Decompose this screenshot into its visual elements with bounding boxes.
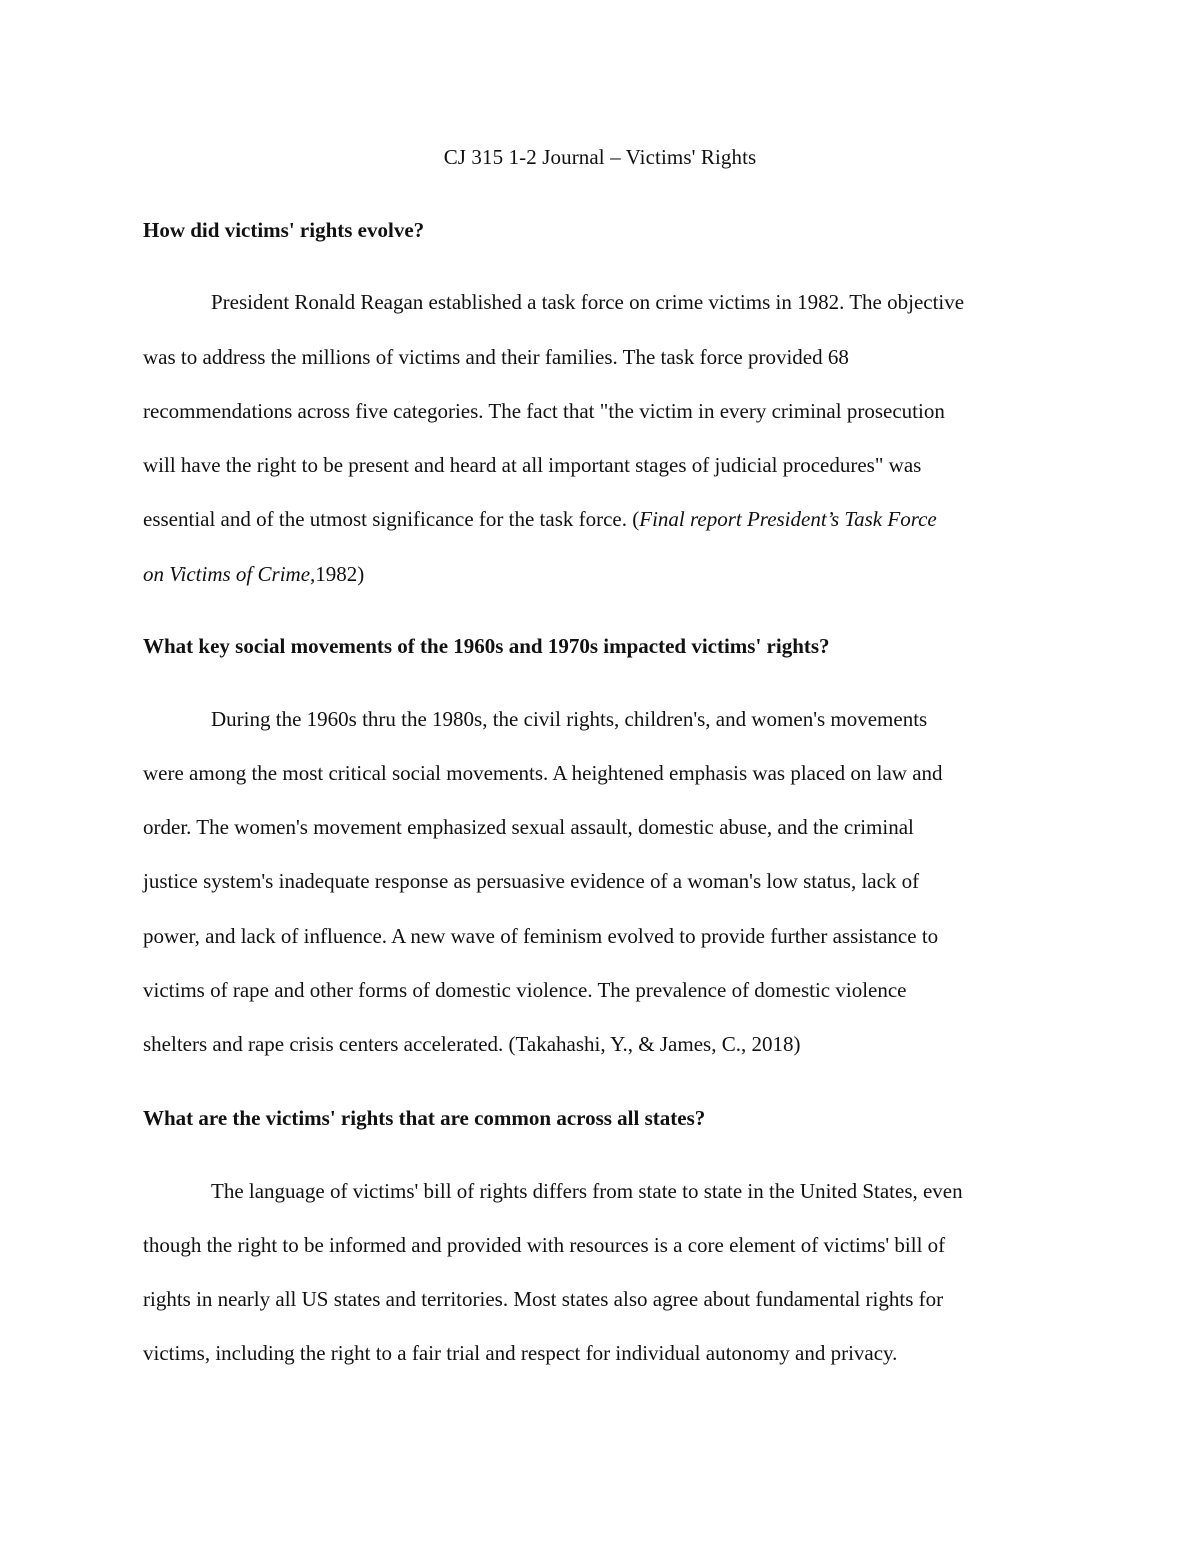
paragraph-line: President Ronald Reagan established a task force on crime victims in 1982. The objective bbox=[211, 290, 965, 314]
paragraph-line: shelters and rape crisis centers accelerated. (Takahashi, Y., & James, C., 2018) bbox=[143, 1032, 801, 1056]
citation-italic: Final report President’s Task Force bbox=[639, 507, 937, 531]
paragraph-line: though the right to be informed and provided with resources is a core element of victims' bill of bbox=[143, 1233, 946, 1257]
paragraph-line bbox=[143, 560, 1063, 588]
citation-italic: on Victims of Crime, bbox=[143, 562, 316, 586]
section-heading-social-movements: What key social movements of the 1960s and 1970s impacted victims' rights? bbox=[143, 634, 830, 658]
paragraph-line: order. The women's movement emphasized sexual assault, domestic abuse, and the criminal bbox=[143, 815, 914, 839]
paragraph-line: will have the right to be present and heard at all important stages of judicial procedures" was bbox=[143, 453, 922, 477]
paragraph-line bbox=[143, 505, 1063, 533]
section-heading-common-rights: What are the victims' rights that are common across all states? bbox=[143, 1106, 706, 1130]
section-heading-evolution: How did victims' rights evolve? bbox=[143, 218, 425, 242]
paragraph-line: rights in nearly all US states and territories. Most states also agree about fundamental rights for bbox=[143, 1287, 944, 1311]
paragraph-line: victims of rape and other forms of domestic violence. The prevalence of domestic violence bbox=[143, 978, 907, 1002]
paragraph-line: was to address the millions of victims and their families. The task force provided 68 bbox=[143, 345, 849, 369]
paragraph-line: recommendations across five categories. The fact that "the victim in every criminal prosecution bbox=[143, 399, 945, 423]
paragraph-line: victims, including the right to a fair trial and respect for individual autonomy and privacy. bbox=[143, 1341, 898, 1365]
document-title: CJ 315 1-2 Journal – Victims' Rights bbox=[443, 145, 757, 169]
paragraph-text: essential and of the utmost significance for the task force. ( bbox=[143, 507, 640, 531]
paragraph-line: were among the most critical social movements. A heightened emphasis was placed on law and bbox=[143, 761, 943, 785]
paragraph-line: power, and lack of influence. A new wave of feminism evolved to provide further assistance to bbox=[143, 924, 939, 948]
citation-year: 1982) bbox=[315, 562, 365, 586]
paragraph-line: justice system's inadequate response as persuasive evidence of a woman's low status, lack of bbox=[143, 869, 920, 893]
paragraph-line: The language of victims' bill of rights differs from state to state in the United States, even bbox=[211, 1179, 963, 1203]
paragraph-line: During the 1960s thru the 1980s, the civil rights, children's, and women's movements bbox=[211, 707, 928, 731]
